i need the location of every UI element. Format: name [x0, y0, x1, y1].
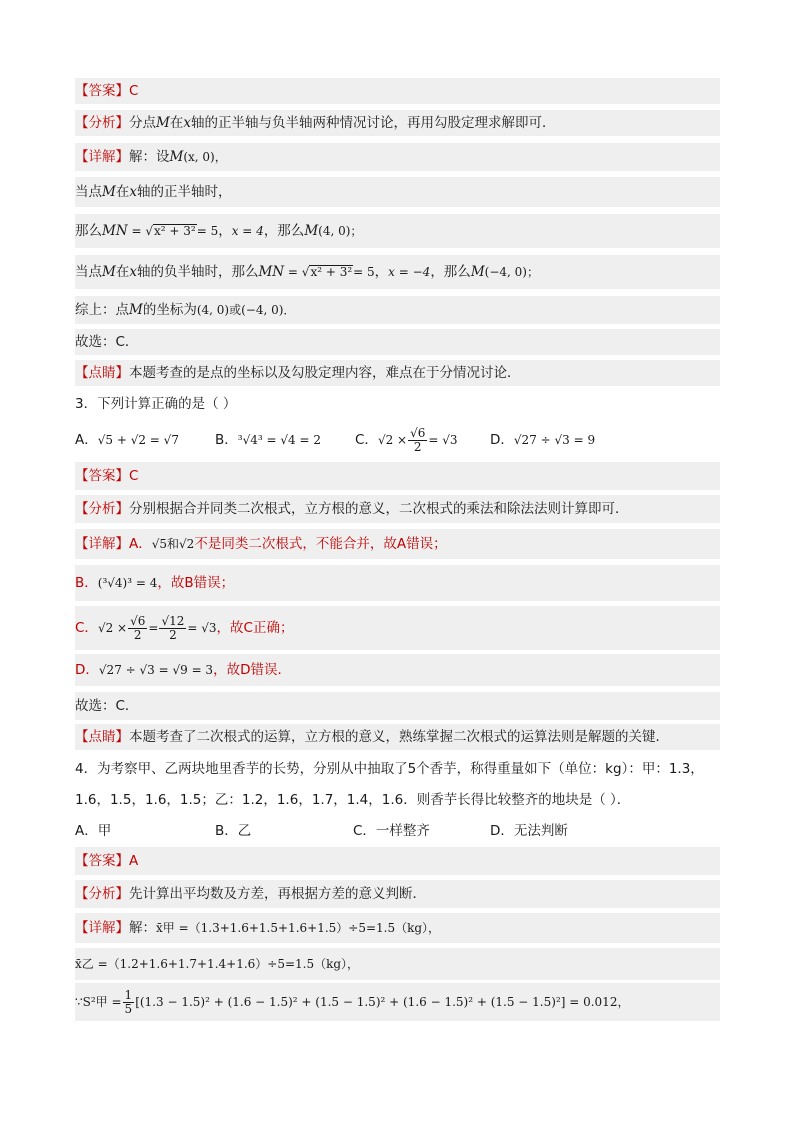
q3-options	[75, 422, 720, 458]
detail-tag: 【详解】	[75, 920, 129, 936]
q4-analysis-line: 【分析】先计算出平均数及方差，再根据方差的意义判断．	[75, 880, 720, 908]
analysis-tag: 【分析】	[75, 886, 129, 902]
q4-answer-line	[75, 847, 720, 875]
answer-value: C	[129, 468, 139, 484]
q2-case2-line: 当点M在x轴的负半轴时，那么MN = √x² + 3²= 5，x = −4，那么M(−4, 0)；	[75, 255, 720, 289]
answer-tag: 【答案】	[75, 83, 129, 99]
q3-option-c: C．√2 × $\frac{√6}{2}$ = √3	[355, 425, 458, 454]
q4-variance-line: ∵S²甲 = $\frac{1}{5}$ [(1.3 − 1.5)² + (1.6 − 1.5)² + (1.5 − 1.5)² + (1.6 − 1.5)² + (1.5 − 1.5)²] = 0.012，	[75, 983, 720, 1021]
q3-choose-line: 故选：C．	[75, 692, 720, 720]
analysis-tag: 【分析】	[75, 115, 129, 131]
comment-tag: 【点睛】	[75, 365, 129, 381]
detail-tag: 【详解】	[75, 536, 129, 552]
q2-summary-line: 综上：点M的坐标为(4, 0)或(−4, 0)．	[75, 296, 720, 324]
analysis-tag: 【分析】	[75, 501, 129, 517]
q3-comment-line: 【点睛】本题考查了二次根式的运算，立方根的意义，熟练掌握二次根式的运算法则是解题的关键．	[75, 724, 720, 750]
q3-detail-a-line: 【详解】A．√5和√2不是同类二次根式，不能合并，故A错误；	[75, 529, 720, 559]
q4-option-c: C．一样整齐	[353, 823, 430, 839]
q3-answer-line	[75, 462, 720, 490]
comment-tag: 【点睛】	[75, 729, 129, 745]
q2-then1-line: 那么MN = √x² + 3²= 5，x = 4，那么M(4, 0)；	[75, 214, 720, 248]
q2-analysis-line: 【分析】分点M在x轴的正半轴与负半轴两种情况讨论，再用勾股定理求解即可．	[75, 110, 720, 136]
answer-value: A	[129, 853, 139, 869]
answer-value: C	[129, 83, 139, 99]
q4-option-b: B．乙	[215, 823, 252, 839]
q2-choose-line: 故选：C．	[75, 329, 720, 355]
answer-tag: 【答案】	[75, 853, 129, 869]
q3-detail-b-line: B．(³√4)³ = 4，故B错误；	[75, 565, 720, 601]
q3-detail-d-line: D．√27 ÷ √3 = √9 = 3，故D错误．	[75, 654, 720, 686]
q2-detail-line: 【详解】解：设M(x, 0)，	[75, 143, 720, 171]
q3-option-a: A．√5 + √2 = √7	[75, 432, 179, 448]
q4-stem-line-2: 1.6，1.5，1.6，1.5；乙：1.2，1.6，1.7，1.4，1.6．则香芋长得比较整齐的地块是（ ）．	[75, 792, 631, 808]
q3-stem: 3．下列计算正确的是（ ）	[75, 396, 237, 412]
answer-tag: 【答案】	[75, 468, 129, 484]
q3-option-d: D．√27 ÷ √3 = 9	[490, 432, 596, 448]
q4-detail-line: 【详解】解：x̄甲 =（1.3+1.6+1.5+1.6+1.5）÷5=1.5（kg），	[75, 913, 720, 943]
q3-option-b: B．³√4³ = √4 = 2	[215, 432, 321, 448]
detail-tag: 【详解】	[75, 149, 129, 165]
q4-mean-yi-line: x̄乙 =（1.2+1.6+1.7+1.4+1.6）÷5=1.5（kg），	[75, 948, 720, 980]
q4-stem-line-1: 4．为考察甲、乙两块地里香芋的长势，分别从中抽取了5个香芋，称得重量如下（单位：kg）：甲：1.3，	[75, 761, 704, 777]
q3-detail-c-line: C．√2 × $\frac{√6}{2}$ = $\frac{√12}{2}$ = √3，故C正确；	[75, 606, 720, 650]
q4-option-a: A．甲	[75, 823, 112, 839]
q2-answer-line	[75, 78, 720, 104]
q4-options	[75, 818, 720, 844]
q2-comment-line: 【点睛】本题考查的是点的坐标以及勾股定理内容，难点在于分情况讨论．	[75, 360, 720, 386]
q3-analysis-line: 【分析】分别根据合并同类二次根式，立方根的意义，二次根式的乘法和除法法则计算即可．	[75, 495, 720, 523]
q4-option-d: D．无法判断	[490, 823, 568, 839]
q2-case1-line: 当点M在x轴的正半轴时，	[75, 177, 720, 207]
